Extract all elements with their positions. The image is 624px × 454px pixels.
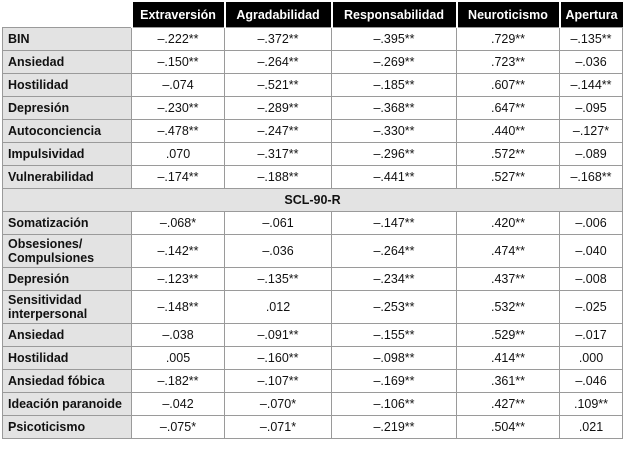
table-cell: –.521**	[225, 74, 332, 97]
table-cell: –.296**	[332, 143, 457, 166]
table-row	[3, 51, 623, 74]
table-cell: .532**	[457, 291, 560, 324]
row-label: Vulnerabilidad	[3, 166, 132, 189]
table-cell: –.160**	[225, 347, 332, 370]
row-label: Impulsividad	[3, 143, 132, 166]
table-row	[3, 370, 623, 393]
row-label: Hostilidad	[3, 347, 132, 370]
table-cell: –.174**	[132, 166, 225, 189]
table-cell: –.071*	[225, 416, 332, 439]
table-row	[3, 97, 623, 120]
header-row	[3, 2, 623, 28]
table-cell: –.289**	[225, 97, 332, 120]
table-cell: –.127*	[560, 120, 623, 143]
row-label: Ansiedad	[3, 51, 132, 74]
table-cell: –.098**	[332, 347, 457, 370]
table-row	[3, 324, 623, 347]
row-label: Hostilidad	[3, 74, 132, 97]
row-label: Somatización	[3, 212, 132, 235]
table-row	[3, 393, 623, 416]
table-cell: –.089	[560, 143, 623, 166]
table-row	[3, 347, 623, 370]
table-cell: –.330**	[332, 120, 457, 143]
header-apertura: Apertura	[560, 2, 623, 28]
table-cell: .440**	[457, 120, 560, 143]
table-cell: –.372**	[225, 28, 332, 51]
header-agradabilidad: Agradabilidad	[225, 2, 332, 28]
table-cell: .005	[132, 347, 225, 370]
table-cell: –.042	[132, 393, 225, 416]
header-extraversion: Extraversión	[132, 2, 225, 28]
table-cell: –.234**	[332, 268, 457, 291]
table-cell: –.182**	[132, 370, 225, 393]
table-cell: –.135**	[560, 28, 623, 51]
row-label: Ansiedad	[3, 324, 132, 347]
table-cell: –.155**	[332, 324, 457, 347]
table-cell: .012	[225, 291, 332, 324]
table-cell: –.150**	[132, 51, 225, 74]
table-cell: –.188**	[225, 166, 332, 189]
table-row	[3, 268, 623, 291]
table-cell: .723**	[457, 51, 560, 74]
table-cell: –.219**	[332, 416, 457, 439]
table-cell: –.264**	[332, 235, 457, 268]
table-row	[3, 416, 623, 439]
table-cell: –.247**	[225, 120, 332, 143]
table-cell: –.147**	[332, 212, 457, 235]
table-cell: –.046	[560, 370, 623, 393]
table-cell: –.070*	[225, 393, 332, 416]
table-cell: –.148**	[132, 291, 225, 324]
table-cell: –.253**	[332, 291, 457, 324]
table-cell: –.144**	[560, 74, 623, 97]
table-cell: .427**	[457, 393, 560, 416]
table-row	[3, 143, 623, 166]
table-cell: –.107**	[225, 370, 332, 393]
section-row	[3, 189, 623, 212]
table-cell: .504**	[457, 416, 560, 439]
table-cell: .529**	[457, 324, 560, 347]
table-cell: –.142**	[132, 235, 225, 268]
correlation-table	[2, 2, 623, 439]
table-cell: –.025	[560, 291, 623, 324]
table-cell: –.075*	[132, 416, 225, 439]
table-row	[3, 212, 623, 235]
table-cell: –.230**	[132, 97, 225, 120]
row-label: Sensitividad interpersonal	[3, 291, 132, 324]
table-cell: –.036	[225, 235, 332, 268]
header-neuroticismo: Neuroticismo	[457, 2, 560, 28]
table-cell: –.264**	[225, 51, 332, 74]
table-cell: –.068*	[132, 212, 225, 235]
section-title: SCL-90-R	[3, 189, 623, 212]
table-row	[3, 291, 623, 324]
table-cell: .437**	[457, 268, 560, 291]
table-cell: .607**	[457, 74, 560, 97]
table-cell: .572**	[457, 143, 560, 166]
table-cell: –.169**	[332, 370, 457, 393]
table-cell: –.395**	[332, 28, 457, 51]
table-cell: –.074	[132, 74, 225, 97]
table-cell: –.017	[560, 324, 623, 347]
table-cell: .474**	[457, 235, 560, 268]
table-cell: .000	[560, 347, 623, 370]
header-responsabilidad: Responsabilidad	[332, 2, 457, 28]
row-label: Depresión	[3, 97, 132, 120]
table-row	[3, 74, 623, 97]
table-cell: –.269**	[332, 51, 457, 74]
table-cell: .070	[132, 143, 225, 166]
table-cell: –.222**	[132, 28, 225, 51]
table-cell: –.091**	[225, 324, 332, 347]
row-label: Ansiedad fóbica	[3, 370, 132, 393]
table-cell: .729**	[457, 28, 560, 51]
header-corner	[3, 2, 132, 28]
table-cell: –.368**	[332, 97, 457, 120]
table-cell: –.038	[132, 324, 225, 347]
table-cell: –.441**	[332, 166, 457, 189]
table-cell: –.123**	[132, 268, 225, 291]
table-cell: –.317**	[225, 143, 332, 166]
row-label: Obsesiones/ Compulsiones	[3, 235, 132, 268]
table-cell: –.135**	[225, 268, 332, 291]
table-cell: –.095	[560, 97, 623, 120]
row-label: Ideación paranoide	[3, 393, 132, 416]
table-row	[3, 28, 623, 51]
table-row	[3, 235, 623, 268]
row-label: BIN	[3, 28, 132, 51]
row-label: Depresión	[3, 268, 132, 291]
table-cell: .420**	[457, 212, 560, 235]
table-cell: .647**	[457, 97, 560, 120]
table-cell: –.040	[560, 235, 623, 268]
table-row	[3, 120, 623, 143]
table-cell: –.478**	[132, 120, 225, 143]
table-cell: –.008	[560, 268, 623, 291]
table-cell: .021	[560, 416, 623, 439]
table-cell: –.168**	[560, 166, 623, 189]
table-cell: .414**	[457, 347, 560, 370]
table-cell: –.185**	[332, 74, 457, 97]
row-label: Psicoticismo	[3, 416, 132, 439]
table-cell: .109**	[560, 393, 623, 416]
table-cell: –.006	[560, 212, 623, 235]
table-cell: –.036	[560, 51, 623, 74]
table-cell: –.061	[225, 212, 332, 235]
table-row	[3, 166, 623, 189]
table-cell: .527**	[457, 166, 560, 189]
row-label: Autoconciencia	[3, 120, 132, 143]
table-cell: .361**	[457, 370, 560, 393]
table-cell: –.106**	[332, 393, 457, 416]
